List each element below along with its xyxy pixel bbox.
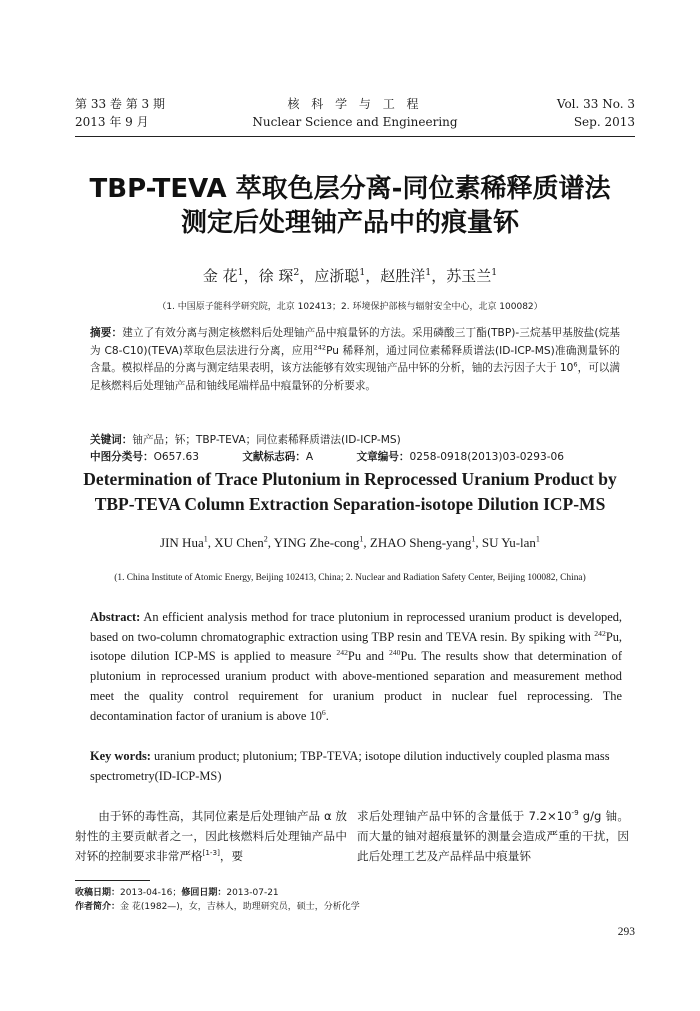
chinese-affiliation: （1. 中国原子能科学研究院，北京 102413；2. 环境保护部核与辐射安全中心，北京 100082） — [157, 302, 543, 312]
keywords-text-en: uranium product; plutonium; TBP-TEVA; isotope dilution inductively coupled plasma mass spectrometry(ID-ICP-MS) — [90, 749, 610, 783]
abstract-text: Pu and — [347, 649, 389, 664]
superscript: 240 — [388, 648, 401, 658]
author-name: ZHAO Sheng-yang — [369, 535, 472, 550]
author-bio-label: 作者简介： — [75, 902, 121, 912]
body-text: 由于钚的毒性高，其同位素是后处理铀产品 α 放射性的主要贡献者之一，因此核燃料后处理铀产品中对钚的控制要求非常严格 — [75, 809, 347, 863]
superscript: 242 — [336, 648, 348, 658]
body-column-left — [75, 806, 347, 866]
author-affiliation-mark: 1 — [491, 267, 498, 278]
clc-value: O657.63 — [153, 451, 199, 463]
footnote-dates — [75, 886, 635, 900]
author-affiliation-mark: 1 — [471, 534, 476, 544]
author-name: SU Yu-lan — [481, 535, 536, 550]
english-authors: JIN Hua$^1$, XU Chen$^2$, YING Zhe-cong$^1$, ZHAO Sheng-yang$^1$, SU Yu-lan$^1$ — [160, 534, 540, 550]
clc-label: 中图分类号： — [90, 451, 154, 463]
document-code-value: A — [305, 451, 314, 463]
author-name: 徐 琛 — [258, 267, 294, 285]
header-journal-name — [75, 95, 635, 131]
article-number-label: 文章编号： — [356, 451, 410, 463]
author-name: XU Chen — [214, 535, 264, 550]
author-affiliation-mark: 1 — [203, 534, 208, 544]
keywords-label-cn: 关键词： — [90, 434, 133, 446]
header-divider — [75, 136, 635, 137]
english-title-line1: Determination of Trace Plutonium in Reprocessed Uranium Product by — [83, 469, 617, 489]
header-volume-issue: 第 33 卷 第 3 期 — [75, 97, 165, 111]
article-number — [357, 449, 565, 466]
abstract-text: An efficient analysis method for trace plutonium in reprocessed uranium product is developed, based on two-column chromatographic extraction using TBP resin and TEVA resin. By spiking with — [90, 610, 622, 644]
abstract-text: Pu. The results show that determination of plutonium in reprocessed uranium product with above-mentioned separation and measurement method meet the quality control requirement for uranium product in nuclear fuel reprocessing. The decontamination factor of uranium is above 10 — [90, 649, 622, 723]
chinese-title — [40, 172, 660, 240]
running-header — [75, 95, 635, 131]
chinese-authors: 金 花$^1$，徐 琛$^2$，应浙聪$^1$，赵胜洋$^1$，苏玉兰$^1$ — [202, 267, 498, 285]
header-date-cn: 2013 年 9 月 — [75, 115, 149, 129]
abstract-text: 建立了有效分离与测定核燃料后处理铀产品中痕量钚的方法。采用磷酸三丁酯(TBP)-三烷基甲基胺盐(烷基为 C8-C10)(TEVA)萃取色层法进行分离，应用 — [90, 327, 620, 357]
abstract-text: . — [325, 708, 329, 723]
superscript: -9 — [571, 808, 579, 818]
body-column-right — [357, 806, 629, 866]
revised-date: 2013-07-21 — [226, 888, 279, 898]
page-number: 293 — [617, 926, 635, 938]
superscript: 6 — [321, 707, 326, 717]
header-journal-en: Nuclear Science and Engineering — [252, 115, 458, 129]
author-name: YING Zhe-cong — [273, 535, 360, 550]
footnote-author — [75, 900, 635, 914]
footnote — [75, 886, 635, 914]
header-volume-en — [557, 95, 635, 131]
author-affiliation-mark: 2 — [293, 267, 300, 278]
received-label: 收稿日期： — [75, 888, 121, 898]
article-number-value: 0258-0918(2013)03-0293-06 — [409, 451, 565, 463]
author-name: 金 花 — [202, 267, 238, 285]
document-code — [242, 449, 313, 466]
header-vol-no: Vol. 33 No. 3 — [556, 97, 635, 111]
chinese-title-line2: 测定后处理铀产品中的痕量钚 — [180, 208, 519, 238]
english-affiliation: (1. China Institute of Atomic Energy, Beijing 102413, China; 2. Nuclear and Radiation Safety Center, Beijing 100082, China) — [114, 573, 586, 583]
abstract-label-en: Abstract: — [90, 610, 141, 624]
author-affiliation-mark: 1 — [359, 534, 364, 544]
english-title — [40, 467, 660, 517]
chinese-title-line1: TBP-TEVA 萃取色层分离-同位素稀释质谱法 — [89, 174, 611, 204]
abstract-text: Pu 稀释剂，通过同位素稀释质谱法(ID-ICP-MS)准确测量钚的含量。模拟样品的分离与测定结果表明，该方法能够有效实现铀产品中钚的分析，铀的去污因子大于 10 — [90, 344, 620, 374]
author-name: 苏玉兰 — [446, 267, 492, 285]
body-text: ，要 — [219, 849, 244, 863]
clc-number — [90, 449, 199, 466]
superscript: 242 — [594, 628, 606, 638]
author-affiliation-mark: 1 — [535, 534, 540, 544]
document-code-label: 文献标志码： — [242, 451, 306, 463]
chinese-metadata — [90, 432, 620, 466]
keywords-label-en: Key words: — [90, 749, 151, 763]
citation-ref: [1-3] — [202, 848, 220, 858]
abstract-text: ，可以满足核燃料后处理铀产品和铀线尾端样品中痕量钚的分析要求。 — [90, 362, 621, 392]
author-affiliation-mark: 2 — [263, 534, 268, 544]
author-affiliation-mark: 1 — [237, 267, 244, 278]
author-affiliation-mark: 1 — [425, 267, 432, 278]
footnote-divider — [75, 880, 150, 881]
keywords-cn — [90, 432, 620, 449]
superscript: 6 — [573, 360, 578, 369]
author-name: 赵胜洋 — [380, 267, 426, 285]
author-bio: 金 花(1982—)，女，吉林人，助理研究员，硕士，分析化学 — [120, 902, 360, 912]
received-date: 2013-04-16； — [120, 888, 182, 898]
classification-row — [90, 449, 620, 466]
author-name: JIN Hua — [160, 535, 204, 550]
english-keywords — [90, 747, 622, 786]
header-journal-cn: 核 科 学 与 工 程 — [287, 97, 423, 111]
english-title-line2: TBP-TEVA Column Extraction Separation-isotope Dilution ICP-MS — [94, 494, 606, 514]
chinese-abstract — [90, 325, 620, 395]
header-date-en: Sep. 2013 — [573, 115, 635, 129]
english-abstract — [90, 608, 622, 726]
revised-label: 修回日期： — [181, 888, 227, 898]
keywords-text-cn: 铀产品；钚；TBP-TEVA；同位素稀释质谱法(ID-ICP-MS) — [132, 434, 401, 446]
author-name: 应浙聪 — [314, 267, 360, 285]
abstract-label-cn: 摘要： — [90, 327, 123, 339]
body-text: g/g 铀。而大量的铀对超痕量钚的测量会造成严重的干扰，因此后处理工艺及产品样品中痕量钚 — [357, 809, 630, 863]
superscript: 242 — [313, 342, 327, 351]
body-text: 求后处理铀产品中钚的含量低于 7.2×10 — [357, 809, 572, 823]
author-affiliation-mark: 1 — [359, 267, 366, 278]
abstract-text: Pu, isotope dilution ICP-MS is applied to measure — [90, 629, 622, 664]
